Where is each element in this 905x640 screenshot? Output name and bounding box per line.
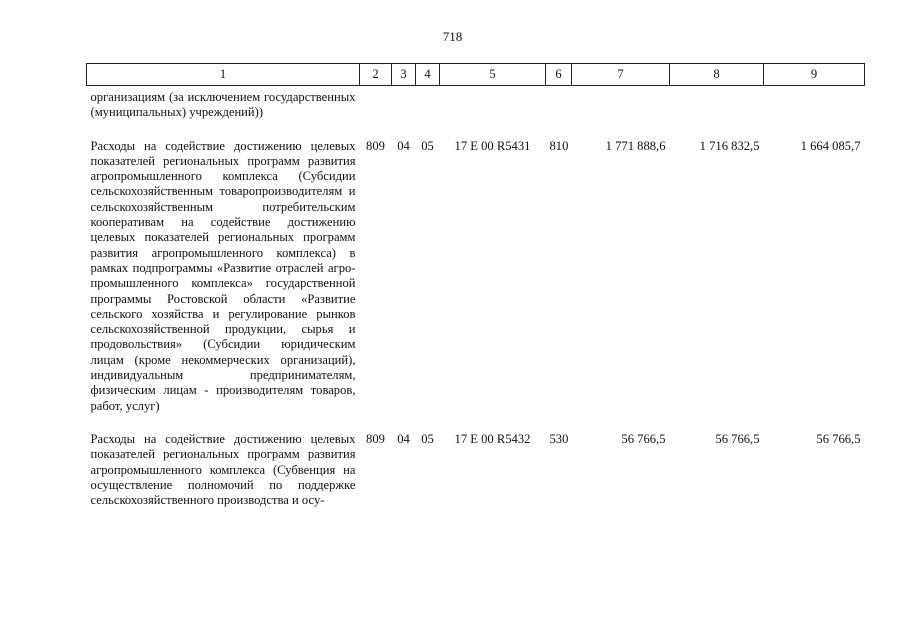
target-article-code [440, 86, 546, 121]
ministry-code: 809 [366, 138, 385, 153]
amount-year2: 56 766,5 [715, 431, 760, 446]
amount-year3 [764, 86, 865, 121]
column-header: 1 [87, 64, 360, 86]
ministry-code: 809 [366, 431, 385, 446]
section-code [392, 86, 416, 121]
amount-year3: 1 664 085,7 [800, 138, 861, 153]
column-header: 7 [572, 64, 670, 86]
target-article-code: 17 Е 00 R5432 [454, 431, 531, 446]
page-number: 718 [442, 29, 463, 44]
table-row [87, 86, 865, 121]
amount-year3: 56 766,5 [816, 431, 861, 446]
amount-year1: 1 771 888,6 [605, 138, 666, 153]
table-row [87, 121, 865, 414]
column-header: 2 [360, 64, 392, 86]
row-description: Расходы на содействие достижению целевых показателей региональных программ развития агропромышленного комплекса (Субвенция на осуществление полномочий по поддержке сельскохозяйственного производства и осу- [90, 431, 356, 508]
amount-year2 [670, 86, 764, 121]
expense-type-code: 810 [549, 138, 569, 153]
subsection-code: 05 [421, 431, 434, 446]
row-description: организациям (за исключением государственных (муниципальных) учреждений)) [90, 90, 356, 120]
column-header: 8 [670, 64, 764, 86]
table-header-row [87, 64, 865, 86]
ministry-code [360, 86, 392, 121]
row-description: Расходы на содействие достижению целевых показателей региональных программ развития агропромышленного комплекса (Субсидии сельскохозяйственным товаропроизводителям и сельскохозяйственным потребительским кооперативам на содействие достижению целевых показателей региональных программ развития агропромышленного комплекса) в рамках подпрограммы «Развитие отраслей агропромышленного комплекса» государственной программы Ростовской области «Развитие сельского хозяйства и регулирование рынков сельскохозяйственной продукции, сырья и продовольствия» (Субсидии юридическим лицам (кроме некоммерческих организаций), индивидуальным предпринимателям, физическим лицам - производителям товаров, работ, услуг) [90, 138, 356, 413]
expense-type-code: 530 [549, 431, 569, 446]
subsection-code: 05 [421, 138, 434, 153]
column-header: 5 [440, 64, 546, 86]
section-code: 04 [397, 138, 410, 153]
amount-year1 [572, 86, 670, 121]
column-header: 4 [416, 64, 440, 86]
table-row [87, 414, 865, 508]
amount-year1: 56 766,5 [621, 431, 666, 446]
budget-table [86, 63, 865, 508]
section-code: 04 [397, 431, 410, 446]
amount-year2: 1 716 832,5 [699, 138, 760, 153]
expense-type-code [546, 86, 572, 121]
column-header: 3 [392, 64, 416, 86]
target-article-code: 17 Е 00 R5431 [454, 138, 531, 153]
column-header: 6 [546, 64, 572, 86]
column-header: 9 [764, 64, 865, 86]
subsection-code [416, 86, 440, 121]
